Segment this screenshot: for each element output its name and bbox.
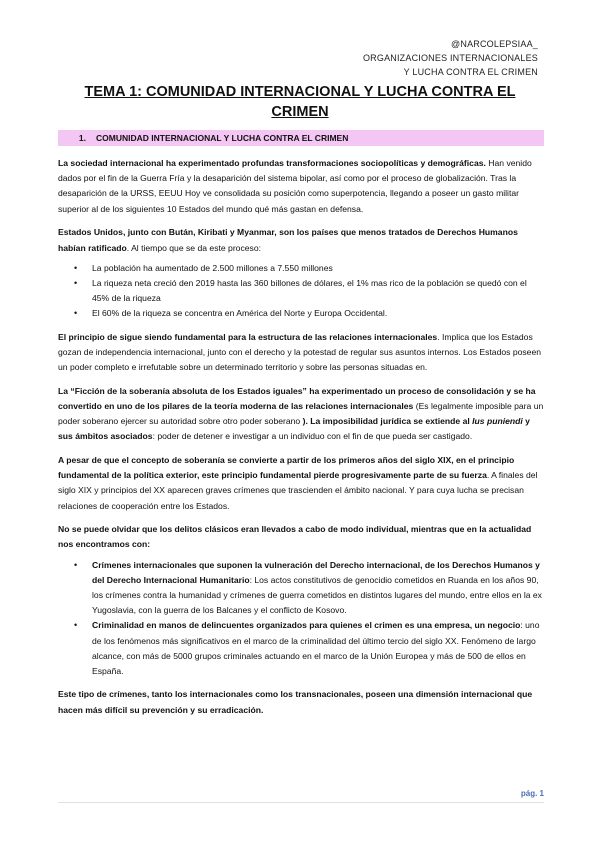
- latin-term: Ius puniendi: [472, 416, 523, 427]
- paragraph-3-text: . Implica que los Estados gozan de independencia internacional, junto con el derecho y la potestad de regular sus asuntos internos. Los Estados poseen un poder completo e irrefutable sobre un determinado territorio y sobre las personas situadas en.: [58, 331, 542, 372]
- paragraph-1-bold: La sociedad internacional ha experimentado profundas transformaciones sociopolíticas y demográficas.: [58, 158, 486, 168]
- bullet-list-1: [58, 261, 544, 322]
- bullet-icon: •: [74, 620, 78, 631]
- list-item: • Criminalidad en manos de delincuentes organizados para quienes el crimen es una empresa, un negocio: uno de los fenómenos más significativos en el marco de la criminalidad del último tercio del siglo XX. Fenómeno de largo alcance, con más de 5000 grupos criminales actuando en el marco de la Unión Europea y más de 500 de ellos en España.: [74, 620, 540, 677]
- paragraph-2-text: . Al tiempo que se da este proceso:: [126, 242, 262, 253]
- paragraph-3: [58, 330, 544, 376]
- document-body: [58, 156, 544, 726]
- section-label: COMUNIDAD INTERNACIONAL Y LUCHA CONTRA EL CRIMEN: [96, 133, 349, 143]
- paragraph-2-bold: Estados Unidos, junto con Bután, Kiribati y Myanmar, son los países que menos tratados de Derechos Humanos habían ratificado: [58, 227, 518, 253]
- section-heading: [58, 130, 544, 146]
- list-item: • La riqueza neta creció den 2019 hasta las 360 billones de dólares, el 1% mas rico de la población se quedó con el 45% de la riqueza: [74, 277, 527, 304]
- paragraph-1: [58, 156, 544, 217]
- footer-divider: [58, 802, 544, 803]
- bullet-icon: •: [74, 277, 78, 288]
- header-author: @NARCOLEPSIAA_: [451, 39, 538, 49]
- paragraph-4: La “Ficción de la soberanía absoluta de los Estados iguales” ha experimentado un proceso de consolidación y se ha convertido en uno de los pilares de la teoría moderna de las relaciones internacionales (Es legalmente imposible para un poder soberano ejercer su autoridad sobre otro poder soberano ). La imposibilidad jurídica se extiende al Ius puniendi y sus ámbitos asociados: poder de detener e investigar a un individuo con el fin de que pueda ser castigado.: [58, 385, 544, 442]
- list-item: • El 60% de la riqueza se concentra en América del Norte y Europa Occidental.: [58, 306, 544, 321]
- bullet-list-2: [58, 558, 544, 680]
- paragraph-3-bold: El principio de sigue siendo fundamental para la estructura de las relaciones internacionales: [58, 331, 438, 342]
- document-title: TEMA 1: COMUNIDAD INTERNACIONAL Y LUCHA CONTRA EL CRIMEN: [84, 84, 516, 120]
- paragraph-5: A pesar de que el concepto de soberanía se convierte a partir de los primeros años del siglo XIX, en el principio fundamental de la política exterior, este principio fundamental pierde progresivamente parte de su fuerza. A finales del siglo XIX y principios del XX aparecen graves crímenes que trascienden el ámbito nacional. Y para cuya lucha se precisan relaciones de cooperación entre los Estados.: [58, 454, 538, 511]
- paragraph-7: Este tipo de crímenes, tanto los internacionales como los transnacionales, poseen una dimensión internacional que hacen más difícil su prevención y su erradicación.: [58, 689, 533, 715]
- page-header: [363, 37, 538, 79]
- bullet-icon: •: [74, 262, 78, 273]
- paragraph-2: [58, 225, 544, 255]
- header-subject-line2: Y LUCHA CONTRA EL CRIMEN: [403, 67, 538, 77]
- bullet-icon: •: [74, 559, 78, 570]
- bullet-icon: •: [74, 308, 78, 319]
- list-item: • La población ha aumentado de 2.500 millones a 7.550 millones: [58, 261, 544, 276]
- paragraph-1-text: Han venido dados por el fin de la Guerra Fría y la desaparición del sistema bipolar, así como por el proceso de globalización. Tras la desaparición de la URSS, EEUU Hoy ve consolidada su posición como superpotencia, llegando a poseer un gasto militar superior al de los siguientes 10 Estados del mundo qué más gastan en defensa.: [58, 158, 532, 214]
- header-subject-line1: ORGANIZACIONES INTERNACIONALES: [362, 53, 538, 63]
- list-item: • Crímenes internacionales que suponen la vulneración del Derecho internacional, de los Derechos Humanos y del Derecho Internacional Humanitario: Los actos constitutivos de genocidio cometidos en Ruanda en los años 90, los crímenes contra la humanidad y crímenes de guerra cometidos en distintos lugares del mundo, entre ellos en la ex Yugoslavia, con la guerra de los Balcanes y el conflicto de Kosovo.: [74, 559, 542, 616]
- page-number: pág. 1: [520, 789, 544, 798]
- paragraph-6: No se puede olvidar que los delitos clásicos eran llevados a cabo de modo individual, mientras que en la actualidad nos encontramos con:: [58, 524, 532, 550]
- section-number: 1.: [78, 133, 86, 143]
